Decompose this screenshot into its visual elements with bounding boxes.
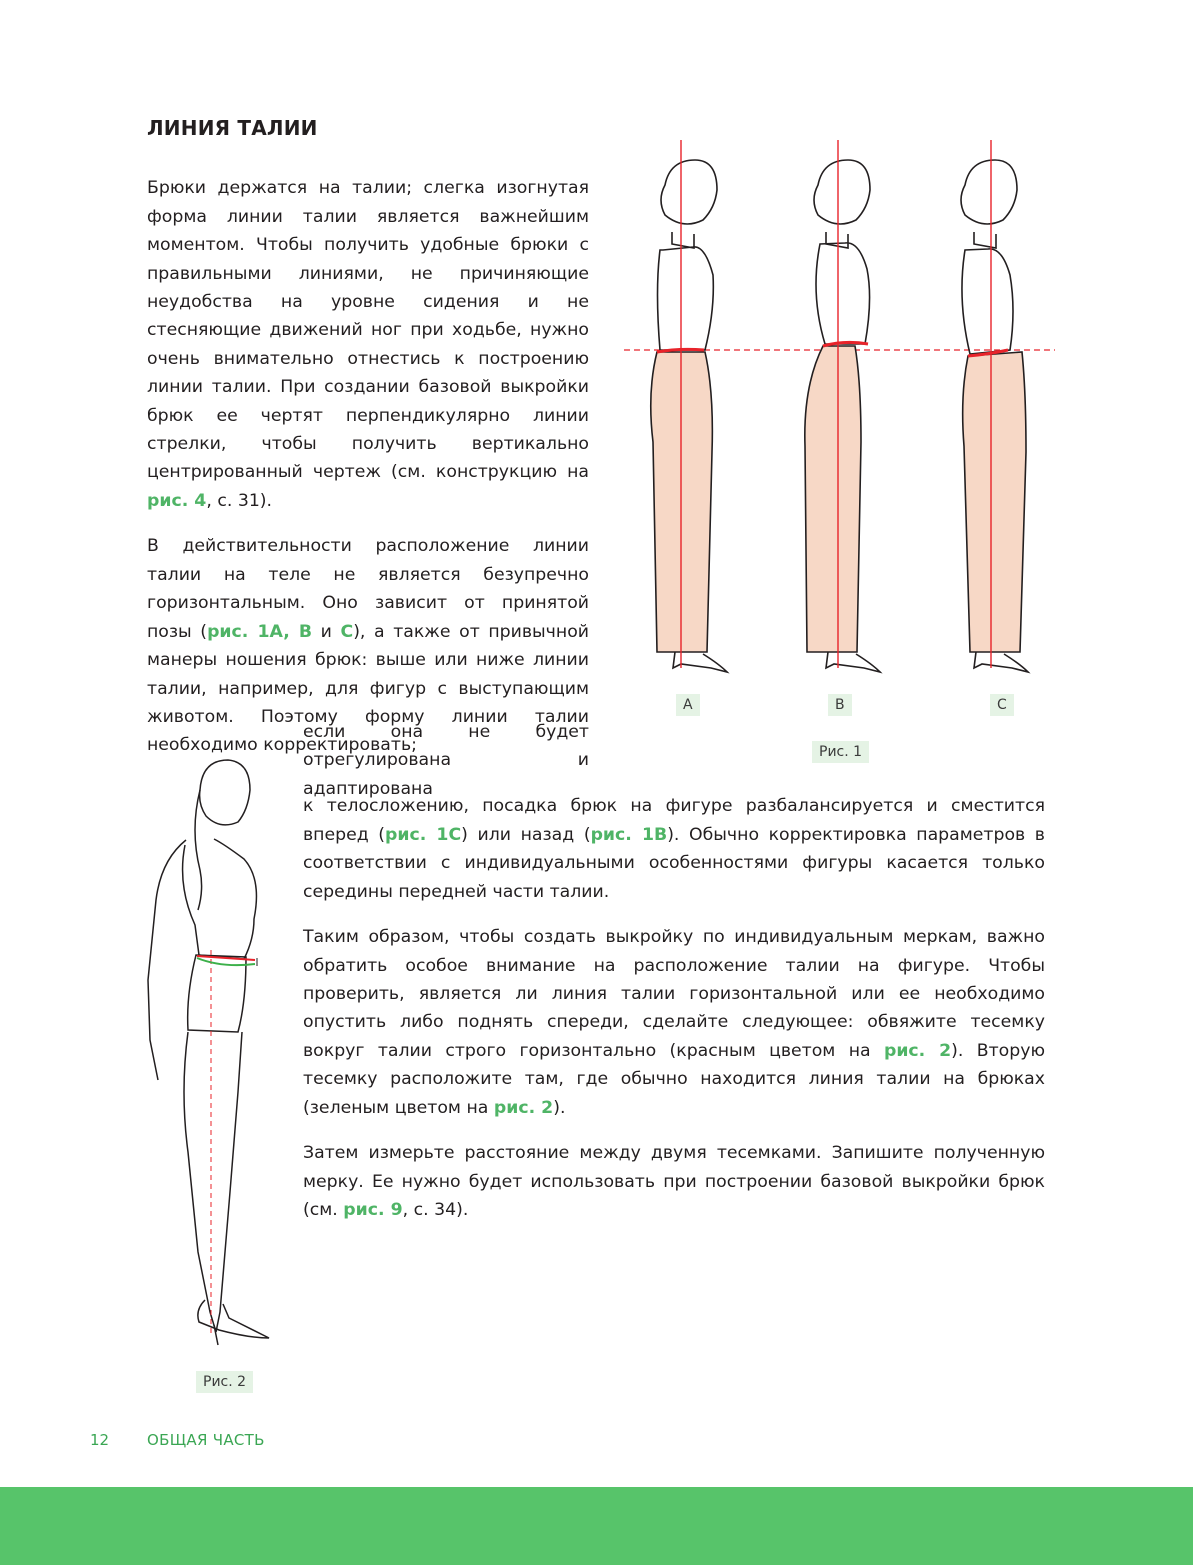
paragraph-4-text: Затем измерьте расстояние между двумя тесемками. Запишите полученную мерку. Ее нужно будет использовать при построении базовой выкройки брюк (см. [303,1143,1045,1221]
section-name: ОБЩАЯ ЧАСТЬ [147,1431,265,1449]
paragraph-3-text-b: ). Вторую тесемку расположите там, где обычно находится линия талии на брюках (зеленым цветом на [303,1040,1045,1118]
torso-outline [183,839,257,959]
paragraph-2-text-d: ). Обычно корректировка параметров в соответствии с индивидуальными особенностями фигуры касается только середины передней части талии. [303,824,1045,902]
ref-fig1b-link[interactable]: рис. 1B [590,824,668,845]
paragraph-3-text: Таким образом, чтобы создать выкройку по индивидуальным меркам, важно обратить особое внимание на расположение талии на фигуре. Чтобы проверить, является ли линия талии горизонтальной или ее необходимо опустить либо поднять спереди, сделайте следующее: обвяжите тесемку вокруг талии строго горизонтально (красным цветом на [303,927,1045,1061]
arm-outline [148,840,186,1080]
page-number: 12 [90,1431,110,1449]
ref-fig9-link[interactable]: рис. 9 [343,1200,403,1221]
figure-1c-label: C [990,694,1014,716]
ref-fig4-link[interactable]: рис. 4 [147,490,207,511]
paragraph-1-tail: , с. 31). [206,490,273,511]
paragraph-1-text: Брюки держатся на талии; слегка изогнутая форма линии талии является важнейшим моментом. Чтобы получить удобные брюки с правильными линиями, не причиняющие неудобства на уровне сидения и не стесняющие движений ног при ходьбе, нужно очень внимательно отнестись к построению линии талии. При создании базовой выкройки брюк ее чертят перпендикулярно линии стрелки, чтобы получить вертикально центрированный чертеж (см. конструкцию на [147,178,589,483]
paragraph-2-text-c: ) или назад ( [461,824,591,845]
ref-fig2-link-2[interactable]: рис. 2 [493,1097,554,1118]
figure-2-caption: Рис. 2 [196,1371,253,1393]
paragraph-4-tail: , с. 34). [402,1200,469,1221]
ref-fig1c-link[interactable]: C [340,621,354,642]
ref-fig2-link[interactable]: рис. 2 [883,1040,952,1061]
paragraph-3-tail: ). [553,1097,566,1118]
footer-bar [0,1487,1193,1565]
legs-outline [184,1032,242,1332]
paragraph-2-text-b: к телосложению, посадка брюк на фигуре разбалансируется и сместится вперед ( [303,796,1045,845]
paragraph-2-narrow: если она не будет отрегулирована и адаптирована [303,722,589,799]
ref-fig1ab-link[interactable]: рис. 1A, B [207,621,313,642]
ref-fig1c-link-2[interactable]: рис. 1C [385,824,462,845]
hips-outline [188,955,246,1032]
head-outline [200,760,250,825]
paragraph-2-and: и [312,621,341,642]
paragraph-2-text: В действительности расположение линии талии на теле не является безупречно горизонтальным. Оно зависит от принятой позы ( [147,536,589,642]
figure-1b-label: B [828,694,852,716]
section-heading: ЛИНИЯ ТАЛИИ [147,116,318,140]
figure-1a-label: A [676,694,700,716]
hair-outline [195,790,202,910]
paragraph-2-cont: ), а также от привычной манеры ношения брюк: выше или ниже линии талии, например, для фигур с выступающим животом. Поэтому форму линии талии необходимо корректировать; [147,621,589,756]
figure-1-caption: Рис. 1 [812,741,869,763]
